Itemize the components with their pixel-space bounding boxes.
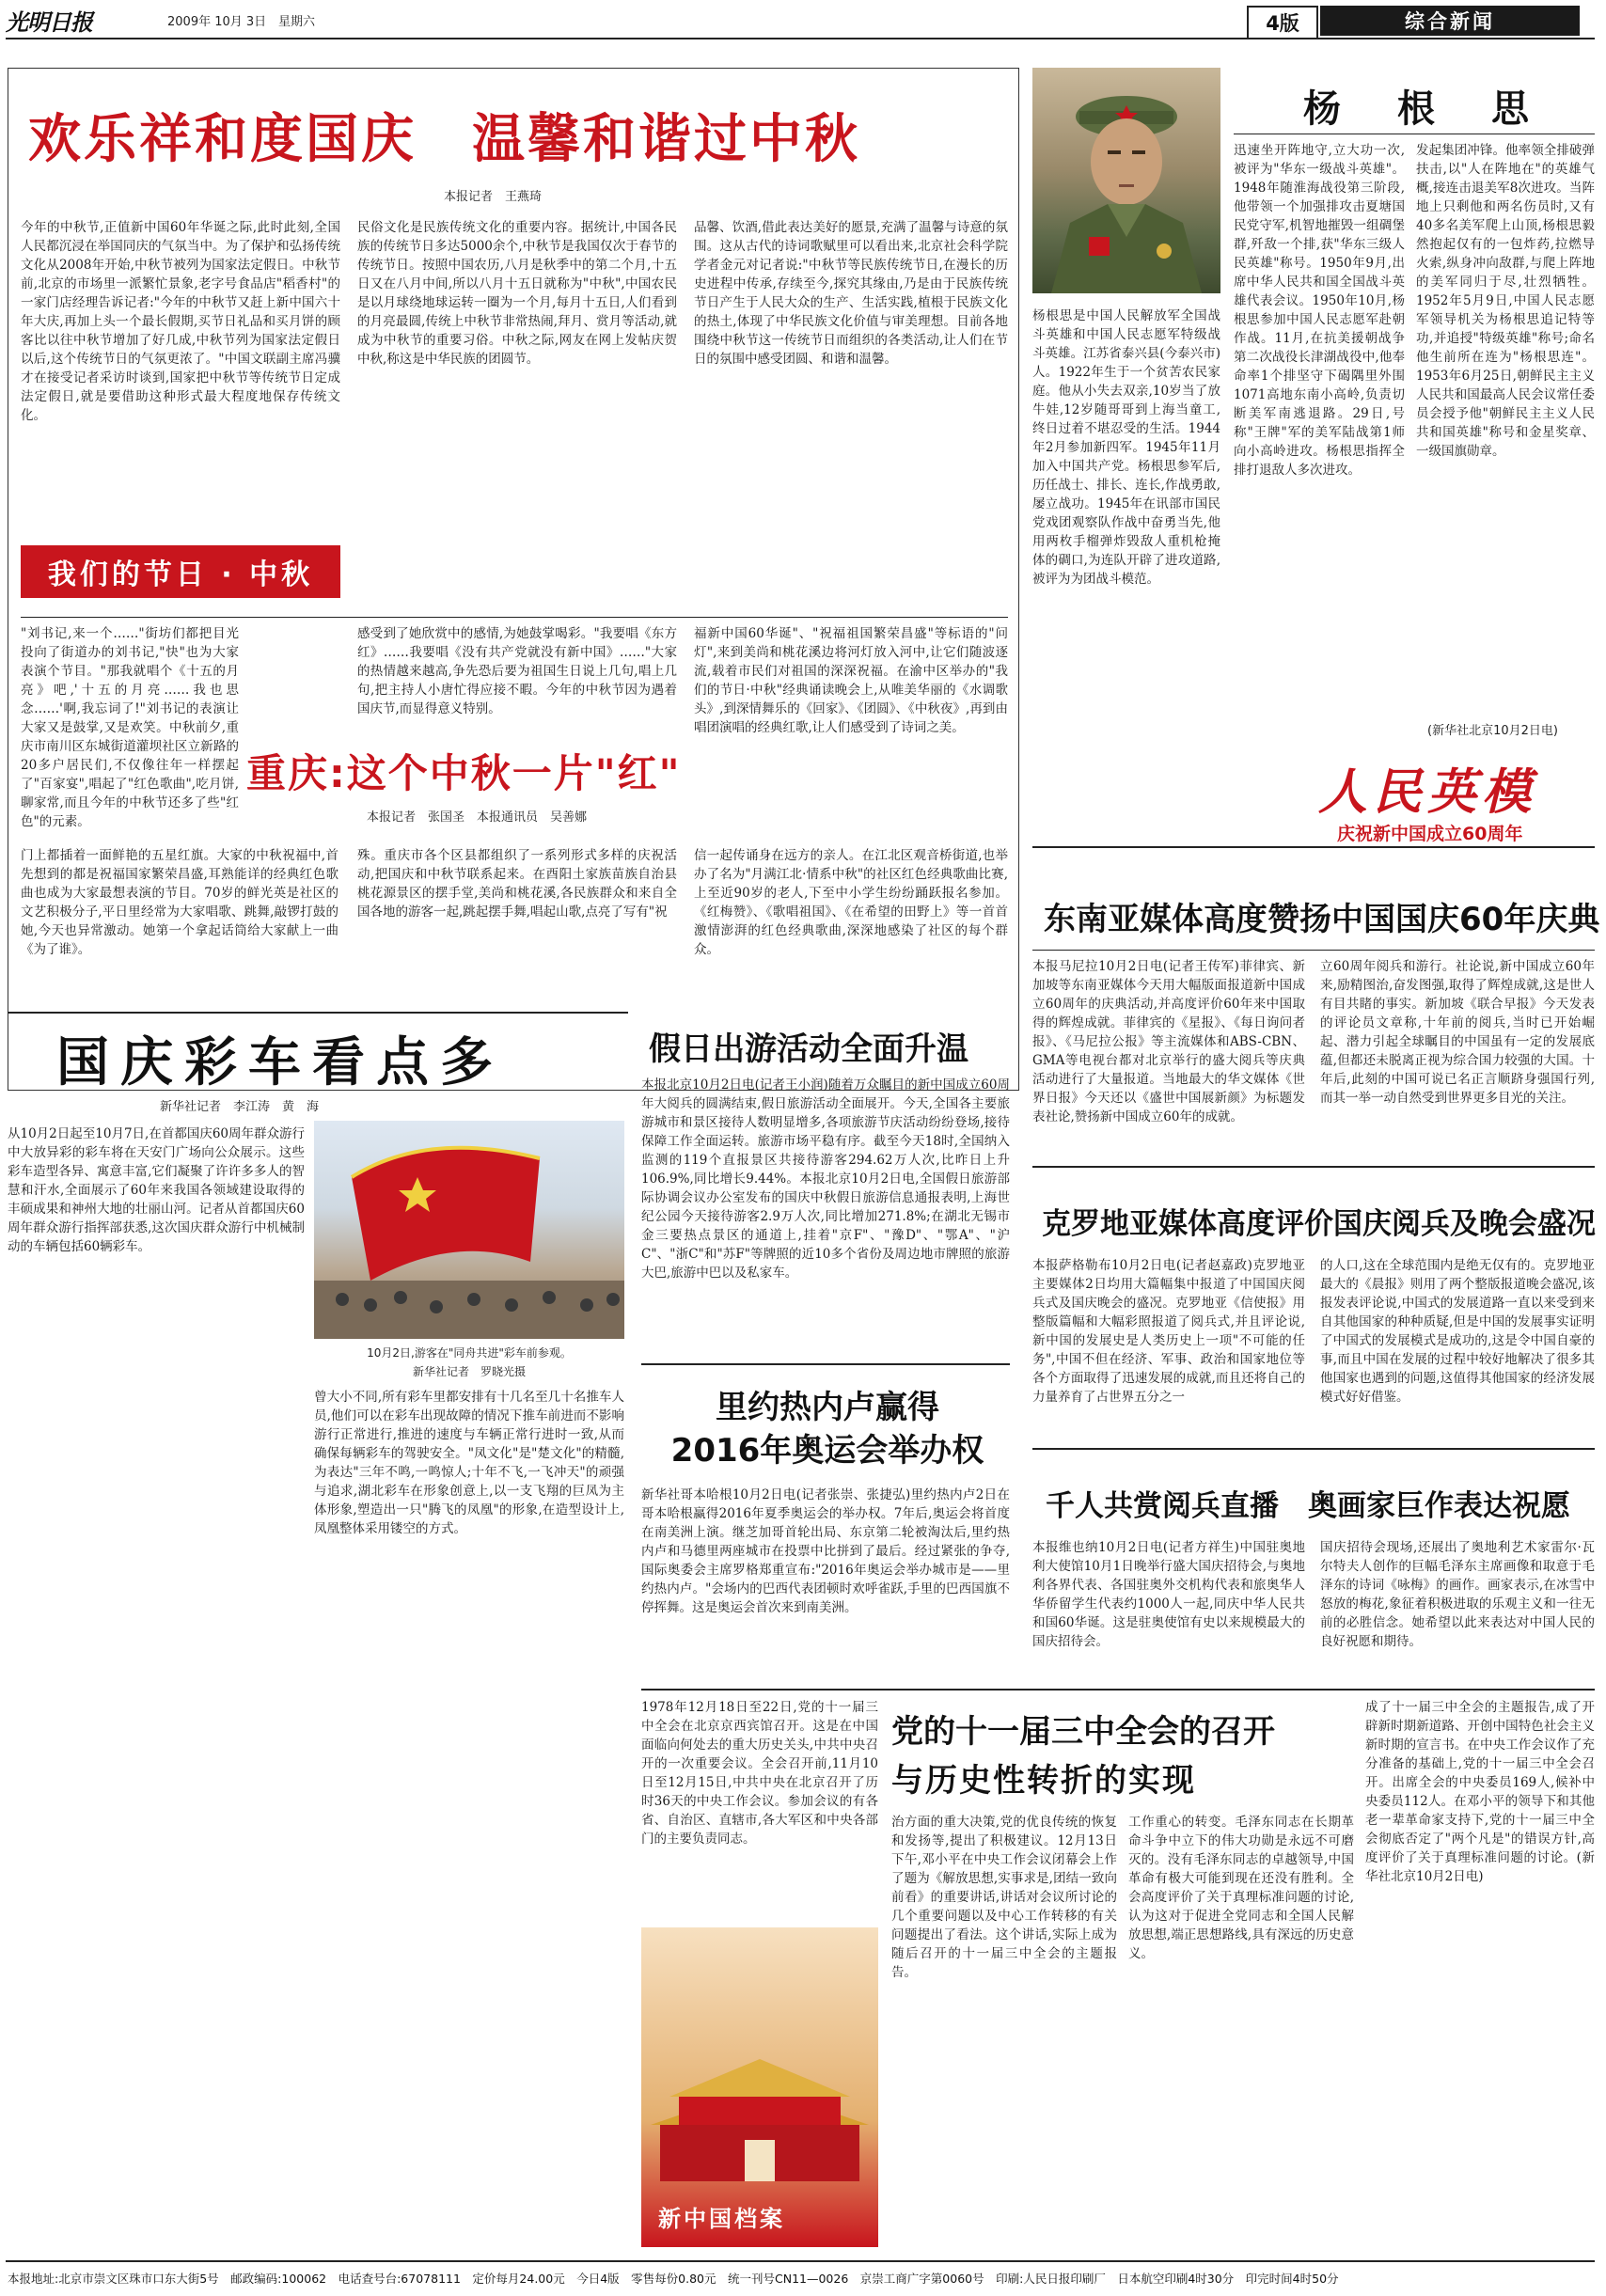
vehicles-byline: 新华社记者 李江涛 黄 海 (160, 1100, 320, 1114)
plenum-top-rule (641, 1689, 1595, 1691)
footer-rule (6, 2260, 1595, 2262)
festival-kicker: 我们的节日 · 中秋 (47, 558, 314, 591)
plenum-col-4: 成了十一届三中全会的主题报告,成了开辟新时期新道路、开创中国特色社会主义新时期的宣言书。在中央工作会议作了充分准备的基础上,党的十一届三中全会召开。出席全会的中央委员169人,候补中央委员112人。在邓小平的领导下和其他老一辈革命家支持下,党的十一届三中全会彻底否定了"两个凡是"的错误方针,高度评价了关于真理标准问题的讨论。(新华社北京10月2日电) (1365, 1700, 1595, 1884)
soldier-portrait-icon (1032, 68, 1220, 293)
croatia-headline: 克罗地亚媒体高度评价国庆阅兵及晚会盛况 (1042, 1207, 1596, 1241)
chongqing-col-4: 门上都插着一面鲜艳的五星红旗。大家的中秋祝福中,首先想到的都是祝福国家繁荣昌盛,耳熟能详的经典红色歌曲也成为大家最想表演的节目。70岁的鲜光英是社区的文艺积极分子,平日里经常为大家唱歌、跳舞,敲锣打鼓的她,今天也异常激动。她第一个拿起话筒给大家献上一曲《为了谁》。 (21, 848, 339, 957)
masthead-weekday: 星期六 (278, 15, 316, 29)
rio-body: 新华社哥本哈根10月2日电(记者张崇、张捷弘)里约热内卢2日在哥本哈根赢得2016年夏季奥运会的举办权。7年后,奥运会将首度在南美洲上演。继芝加哥首轮出局、东京第二轮被淘汰后,里约热内卢和马德里两座城市在投票中比拼到了最后。经过紧张的争夺,国际奥委会主席罗格郑重宣布:"2016年奥运会举办城市是——里约热内卢。"会场内的巴西代表团顿时欢呼雀跃,手里的巴西国旗不停挥舞。这是奥运会首次来到南美洲。 (641, 1487, 1010, 1615)
plenum-badge-image (641, 1927, 878, 2247)
vehicles-col-1: 从10月2日起至10月7日,在首都国庆60周年群众游行中大放异彩的彩车将在天安门广场向公众展示。这些彩车造型各异、寓意丰富,它们凝聚了许许多多人的智慧和汗水,全面展示了60年来我国各领域建设取得的丰硕成果和神州大地的壮丽山河。记者从首都国庆60周年群众游行指挥部获悉,这次国庆群众游行中机械制动的车辆包括60辆彩车。 (8, 1126, 306, 1254)
section-name: 综合新闻 (1405, 10, 1495, 33)
hero-col-3: 发起集团冲锋。他率领全排破弹扶击,以"人在阵地在"的英雄气概,接连击退美军8次进攻。当阵地上只剩他和两名伤员时,又有40多名美军爬上山顶,杨根思毅然抱起仅有的一包炸药,拉燃导火索,纵身冲向敌群,与爬上阵地的美军同归于尽,壮烈牺牲。1952年5月9日,中国人民志愿军领导机关为杨根思追记特等功,并追授"特级英雄"称号;命名他生前所在连为"杨根思连"。1953年6月25日,朝鲜民主主义人民共和国最高人民会议常任委员会授予他"朝鲜民主主义人民共和国英雄"称号和金星奖章、一级国旗勋章。 (1416, 143, 1595, 459)
hero-dateline: (新华社北京10月2日电) (1427, 724, 1558, 738)
masthead-rule (6, 38, 1595, 39)
plenum-col-1: 1978年12月18日至22日,党的十一届三中全会在北京京西宾馆召开。这是在中国面临向何处去的重大历史关头,中共中央召开的一次重要会议。全会召开前,11月10日至12月15日,中共中央在北京召开了历时36天的中央工作会议。参加会议的有各省、自治区、直辖市,各大军区和中央各部门的主要负责同志。 (641, 1700, 878, 1847)
hero-col-2: 迅速坐开阵地守,立大功一次,被评为"华东一级战斗英雄"。1948年随淮海战役第三阶段,他带领一个加强排攻击夏塘国民党守军,机智地摧毁一组碉堡群,歼敌一个排,获"华东三级人民英雄"称号。1950年9月,出席中华人民共和国全国战斗英雄代表会议。1950年10月,杨根思参加中国人民志愿军赴朝作战。11月,在抗美援朝战争第二次战役长津湖战役中,他奉命率1个排坚守下碣隅里外围1071高地东南小高岭,负责切断美军南逃退路。29日,号称"王牌"军的美军陆战第1师向小高岭进攻。杨根思指挥全排打退敌人多次进攻。 (1234, 143, 1405, 478)
lead-col-3: 品馨、饮酒,借此表达美好的愿景,充满了温馨与诗意的氛围。这从古代的诗词歌赋里可以看出来,北京社会科学院学者金元对记者说:"中秋节等民族传统节日,在漫长的历史进程中传承,存续至今,探究其缘由,乃是由于民族传统节日产生于人民大众的生产、生活实践,植根于民族文化的热土,体现了中华民族文化价值与审美理想。目前各地围绕中秋节这一传统节日而组织的各类活动,让人们在节日的氛围中感受团圆、和谐和温馨。 (694, 220, 1008, 367)
chongqing-col-5: 殊。重庆市各个区县都组织了一系列形式多样的庆祝活动,把国庆和中秋节联系起来。在酉阳土家族苗族自治县桃花源景区的摆手堂,美尚和桃花溪,各民族群众和来自全国各地的游客一起,跳起摆手舞,唱起山歌,点亮了写有"祝 (357, 848, 677, 920)
rio-headline: 里约热内卢赢得 2016年奥运会举办权 (670, 1389, 984, 1470)
chongqing-col-3: 福新中国60华诞"、"祝福祖国繁荣昌盛"等标语的"问灯",来到美尚和桃花溪边将河灯放入河中,让它们随波逐流,载着市民们对祖国的深深祝福。在渝中区举办的"我们的节日·中秋"经典诵读晚会上,从唯美华丽的《水调歌头》,到深情舞乐的《回家》、《团圆》、《中秋夜》,再到由唱团演唱的经典红歌,让人们感受到了诗词之美。 (694, 626, 1008, 735)
vehicles-col-2: 曾大小不同,所有彩车里都安排有十几名至几十名推车人员,他们可以在彩车出现故障的情况下推车前进而不影响游行正常进行,推进的速度与车辆正常行进时一致,从而确保每辆彩车的驾驶安全。"凤文化"是"楚文化"的精髓,为表达"三年不鸣,一鸣惊人;十年不飞,一飞冲天"的顽强与追求,湖北彩车在形象创意上,以一支飞翔的巨凤为主体形象,塑造出一只"腾飞的凤凰"的形象,在造型设计上,凤凰整体采用镂空的方式。 (314, 1390, 624, 1536)
plenum-col-2: 治方面的重大决策,党的优良传统的恢复和发扬等,提出了积极建议。12月13日下午,邓小平在中央工作会议闭幕会上作了题为《解放思想,实事求是,团结一致向前看》的重要讲话,讲话对会议所讨论的几个重要问题以及中心工作转移的有关问题提出了看法。这个讲话,实际上成为随后召开的十一届三中全会的主题报告。 (891, 1815, 1117, 1980)
vehicles-photo (314, 1121, 624, 1339)
se-asia-col-1: 本报马尼拉10月2日电(记者王传军)菲律宾、新加坡等东南亚媒体今天用大幅版面报道新中国成立60周年的庆典活动,并高度评价60年来中国取得的辉煌成就。菲律宾的《星报》、《每日询问者报》、《马尼拉公报》等主流媒体和ABS-CBN、GMA等电视台都对北京举行的盛大阅兵等庆典活动进行了大量报道。当地最大的华文媒体《世界日报》今天还以《盛世中国展新颜》为标题发表社论,赞扬新中国成立60年的成就。 (1032, 959, 1305, 1124)
troupe-top-rule (1032, 1448, 1595, 1450)
plenum-headline-2: 与历史性转折的实现 (891, 1762, 1196, 1800)
page-number-box (1247, 6, 1318, 39)
rio-top-rule (641, 1363, 1010, 1365)
tiananmen-icon (641, 1927, 878, 2247)
se-asia-headline: 东南亚媒体高度赞扬中国国庆60年庆典 (1044, 901, 1600, 938)
lead-col-1-end (21, 602, 340, 621)
lead-headline: 欢乐祥和度国庆 温馨和谐过中秋 (28, 109, 860, 170)
chongqing-col-2: 感受到了她欣赏中的感情,为她鼓掌喝彩。"我要唱《东方红》……我要唱《没有共产党就没有新中国》……"大家的热情越来越高,争先恐后要为祖国生日说上几句,唱上几句,把主持人小唐忙得应接不暇。今年的中秋节因为遇着国庆节,而显得意义特别。 (357, 626, 677, 716)
hero-portrait (1032, 68, 1220, 293)
festival-kicker-box (21, 545, 340, 598)
vehicles-photo-caption: 10月2日,游客在"同舟共进"彩车前参观。 (367, 1346, 572, 1360)
chongqing-rule (21, 617, 1008, 618)
croatia-col-1: 本报萨格勒布10月2日电(记者赵嘉政)克罗地亚主要媒体2日均用大篇幅集中报道了中国国庆阅兵式及国庆晚会的盛况。克罗地亚《信使报》用整版篇幅和大幅彩照报道了阅兵式,并且评论说,新中国的发展史是人类历史上一项"不可能的任务",中国不但在经济、军事、政治和国家地位等各个方面取得了迅速发展的成就,而且还将自己的力量养育了占世界五分之一 (1032, 1258, 1305, 1405)
chongqing-headline: 重庆:这个中秋一片"红" (246, 750, 682, 796)
footer-info: 本报地址:北京市崇文区珠市口东大街5号 邮政编码:100062 电话查号台:67078111 定价每月24.00元 今日4版 零售每份0.80元 统一刊号CN11—0026 京崇工商广字第0060号 印刷:人民日报印刷厂 日本航空印刷4时30分 印完时间4时50分 (8, 2272, 1339, 2286)
plenum-col-3: 工作重心的转变。毛泽东同志在长期革命斗争中立下的伟大功勋是永远不可磨灭的。没有毛泽东同志的卓越领导,中国革命有极大可能到现在还没有胜利。全会高度评价了关于真理标准问题的讨论,认为这对于促进全党同志和全国人民解放思想,端正思想路线,具有深远的历史意义。 (1128, 1815, 1354, 1961)
page-number: 4版 (1266, 12, 1299, 35)
plenum-badge: 新中国档案 (658, 2206, 785, 2232)
troupe-headline: 千人共赏阅兵直播 奥画家巨作表达祝愿 (1046, 1489, 1570, 1523)
hero-col-1: 杨根思是中国人民解放军全国战斗英雄和中国人民志愿军特级战斗英雄。江苏省泰兴县(今泰兴市)人。1922年生于一个贫苦农民家庭。他从小失去双亲,10岁当了放牛娃,12岁随哥哥到上海当童工,终日过着不堪忍受的生活。1944年2月参加新四军。1945年11月加入中国共产党。杨根思参军后,历任战士、排长、连长,作战勇敢,屡立战功。1945年在讯部市国民党戏团观察队作战中奋勇当先,他用两枚手榴弹炸毁敌人重机枪掩体的碉口,为连队开辟了进攻道路,被评为为团战斗模范。 (1032, 308, 1220, 587)
vehicles-photo-credit: 新华社记者 罗晓光摄 (412, 1365, 526, 1378)
masthead-logo: 光明日报 (6, 8, 92, 36)
lead-col-2: 民俗文化是民族传统文化的重要内容。据统计,中国各民族的传统节日多达5000余个,中秋节是我国仅次于春节的传统节日。按照中国农历,八月是秋季中的第二个月,十五日又在八月中间,所以八月十五日就称为"中秋",中国农民是以月球绕地球运转一圈为一个月,每月十五日,人们看到的月亮最圆,传统上中秋节非常热闹,拜月、赏月等活动,就成为中秋节的重要习俗。中秋之际,网友在网上发帖庆贺中秋,称这是中华民族的团圆节。 (357, 220, 677, 367)
chongqing-col-1: "刘书记,来一个……"街坊们都把目光投向了街道办的刘书记,"快"也为大家表演个节目。"那我就唱个《十五的月亮》吧,'十五的月亮……我也思念……'啊,我忘词了!"刘书记的表演让大家又是鼓掌,又是欢笑。中秋前夕,重庆市南川区东城街道灌坝社区立新路的20多户居民们,不仅像往年一样摆起了"百家宴",唱起了"红色歌曲",吃月饼,聊家常,而且今年的中秋节还多了些"红色"的元素。 (21, 626, 239, 829)
hero-bottom-rule (1032, 846, 1595, 848)
lead-col-1: 今年的中秋节,正值新中国60年华诞之际,此时此刻,全国人民都沉浸在举国同庆的气氛当中。为了保护和弘扬传统文化从2008年开始,中秋节被列为国家法定假日。中秋节前,北京的市场里一派繁忙景象,老字号食品店"稻香村"的一家门店经理告诉记者:"今年的中秋节又赶上新中国六十年大庆,再加上头一个最长假期,买节日礼品和买月饼的顾客比以往中秋节增加了好几成,中秋节列为国家法定假日以后,这个传统节日的气氛更浓了。"中国文联副主席冯骥才在接受记者采访时谈到,国家把中秋节等传统节日定成法定假日,就是要借助这种形式最大程度地保存传统文化。 (21, 220, 340, 423)
masthead-date: 2009年 10月 3日 (167, 15, 267, 29)
se-asia-col-2: 立60周年阅兵和游行。社论说,新中国成立60年来,励精图治,奋发图强,取得了辉煌成就,这是世人有目共睹的事实。新加坡《联合早报》今天发表的评论员文章称,十年前的阅兵,当时已开始崛起、潜力引起全球瞩目的中国虽有一定的发展底蕴,但都还未脱离正视为综合国力较强的大国。十年后,此刻的中国可说已名正言顺跻身强国行列,而其一举一动自然受到世界更多目光的关注。 (1320, 959, 1595, 1106)
chongqing-byline: 本报记者 张国圣 本报通讯员 吴善娜 (367, 810, 588, 825)
lead-byline: 本报记者 王燕琦 (444, 190, 543, 204)
vehicles-headline: 国庆彩车看点多 (56, 1032, 504, 1093)
vehicles-top-rule (8, 1012, 628, 1014)
tourism-headline: 假日出游活动全面升温 (649, 1030, 968, 1068)
croatia-top-rule (1032, 1166, 1595, 1168)
troupe-col-1: 本报维也纳10月2日电(记者方祥生)中国驻奥地利大使馆10月1日晚举行盛大国庆招待会,与奥地利各界代表、各国驻奥外交机构代表和旅奥华人华侨留学生代表约1000人一起,同庆中华人民共和国60华诞。这是驻奥使馆有史以来规模最大的国庆招待会。 (1032, 1540, 1305, 1649)
troupe-col-2: 国庆招待会现场,还展出了奥地利艺术家雷尔·瓦尔特夫人创作的巨幅毛泽东主席画像和取意于毛泽东的诗词《咏梅》的画作。画家表示,在冰雪中怒放的梅花,象征着积极进取的乐观主义和一往无前的必胜信念。她希望以此来表达对中国人民的良好祝愿和期待。 (1320, 1540, 1595, 1649)
plenum-headline-1: 党的十一届三中全会的召开 (891, 1713, 1275, 1751)
chongqing-col-6: 信一起传诵身在远方的亲人。在江北区观音桥街道,也举办了名为"月满江北·情系中秋"的社区红色经典歌曲比赛,上至近90岁的老人,下至中小学生纷纷踊跃报名参加。《红梅赞》、《歌唱祖国》、《在希望的田野上》等一首首激情澎湃的红色经典歌曲,深深地感染了社区的每个群众。 (694, 848, 1008, 957)
parade-float-icon (314, 1121, 624, 1339)
hero-logo: 人民英模 (1318, 763, 1537, 821)
croatia-col-2: 的人口,这在全球范围内是绝无仅有的。克罗地亚最大的《晨报》则用了两个整版报道晚会盛况,该报发表评论说,中国式的发展道路一直以来受到来自其他国家的种种质疑,但是中国的发展事实证明了中国式的发展模式是成功的,这是令中国自豪的事,而且中国在发展的过程中较好地解决了很多其他国家也遇到的问题,这值得其他国家的经济发展模式好好借鉴。 (1320, 1258, 1595, 1405)
se-asia-rule (1032, 950, 1595, 951)
tourism-body: 本报北京10月2日电(记者王小润)随着万众瞩目的新中国成立60周年大阅兵的圆满结束,假日旅游活动全面展开。今天,全国各主要旅游城市和景区接待人数明显增多,各项旅游节庆活动纷纷登场,接待保障工作全面运转。旅游市场平稳有序。截至今天18时,全国纳入监测的119个直报景区共接待游客294.62万人次,比昨日上升106.9%,同比增长9.44%。本报北京10月2日电,全国假日旅游部际协调会议办公室发布的国庆中秋假日旅游信息通报表明,上海世纪公园今天接待游客2.9万人次,同比增加271.8%;在湖北无锡市金三要热点景区的通道上,挂着"京F"、"豫D"、"鄂A"、"沪C"、"浙C"和"苏F"等牌照的近10多个省份及周边地市牌照的旅游大巴,旅游中巴以及私家车。 (641, 1077, 1010, 1281)
hero-logo-sub: 庆祝新中国成立60周年 (1337, 824, 1523, 844)
section-name-box (1320, 6, 1580, 36)
hero-name: 杨 根 思 (1303, 87, 1538, 131)
